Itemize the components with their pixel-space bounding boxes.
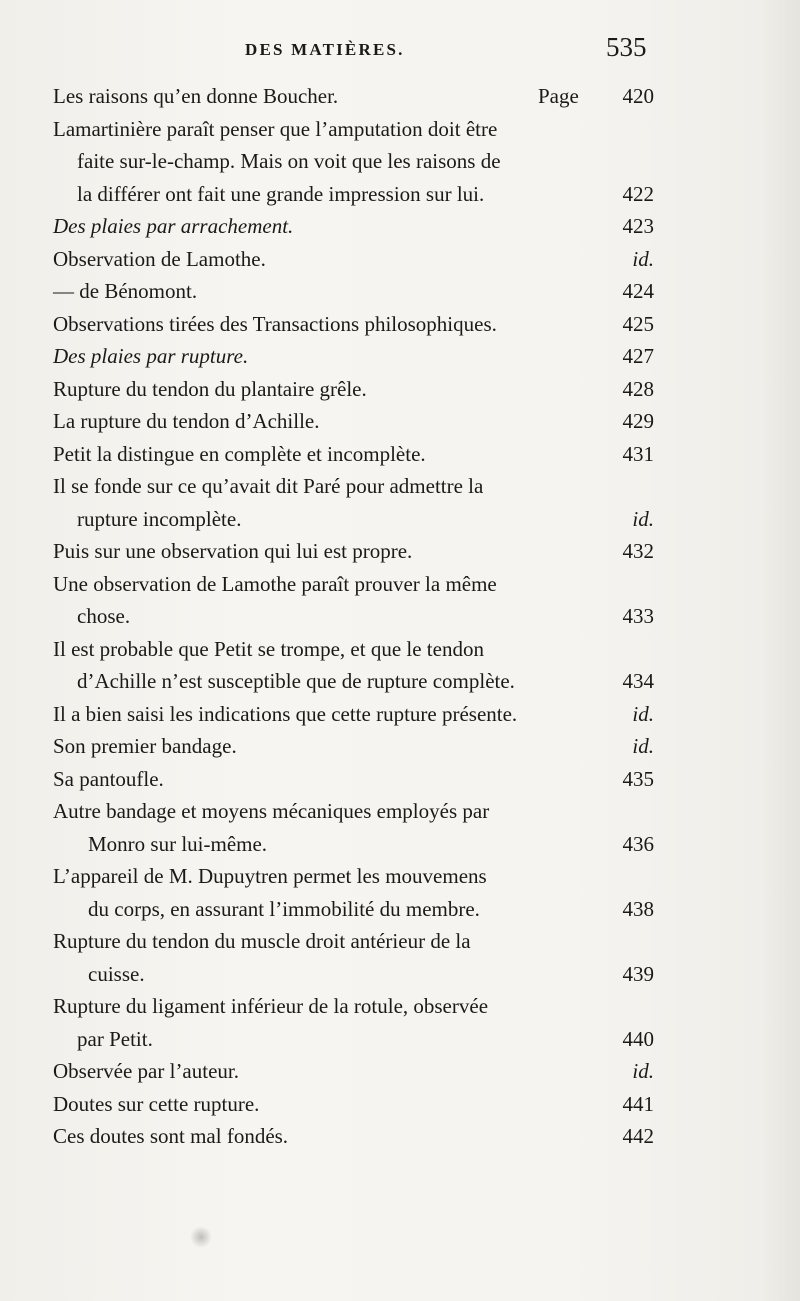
index-entry — [0, 763, 800, 796]
entry-text: Ces doutes sont mal fondés. — [53, 1124, 289, 1148]
entry-text: du corps, en assurant l’immobilité du membre. — [88, 896, 480, 921]
entry-text: Autre bandage et moyens mécaniques employés par — [53, 799, 490, 823]
entry-line — [0, 113, 800, 146]
entry-text: Rupture du tendon du plantaire grêle. — [53, 376, 367, 401]
entry-text: rupture incomplète. — [77, 506, 242, 531]
page-ref: id. — [632, 506, 654, 531]
page-ref: 439 — [622, 961, 654, 986]
entry-line — [0, 763, 800, 796]
entry-text: Monro sur lui-même. — [88, 831, 268, 856]
index-entry — [0, 860, 800, 925]
entry-line — [0, 210, 800, 243]
page-ref: 441 — [622, 1091, 654, 1116]
page-ref: 429 — [622, 409, 654, 433]
entry-line — [0, 1023, 800, 1056]
entry-line — [0, 1088, 800, 1121]
entry-text: L’appareil de M. Dupuytren permet les mouvemens — [53, 864, 487, 888]
running-head: DES MATIÈRES. — [245, 40, 405, 59]
index-entry — [0, 308, 800, 341]
page-ref: 423 — [622, 214, 654, 238]
entry-line — [0, 1055, 800, 1088]
entry-line — [0, 665, 800, 698]
entry-line — [0, 340, 800, 373]
entry-line — [0, 990, 800, 1023]
entry-line — [0, 535, 800, 568]
page-label: Page — [538, 84, 579, 108]
page-ref: id. — [632, 734, 654, 758]
entry-line — [0, 600, 800, 633]
page-ref: 435 — [622, 766, 654, 791]
entry-line — [0, 308, 800, 341]
entry-text: Observée par l’auteur. — [53, 1059, 239, 1083]
page-ref: 442 — [622, 1124, 654, 1148]
entry-line — [0, 438, 800, 471]
page-ref: 422 — [622, 181, 654, 206]
index-entry — [0, 113, 800, 211]
entry-line — [0, 698, 800, 731]
entry-text: Lamartinière paraît penser que l’amputation doit être — [53, 116, 498, 141]
entry-text: Les raisons qu’en donne Boucher. — [53, 84, 339, 108]
index-entry — [0, 633, 800, 698]
entry-line — [0, 243, 800, 276]
entry-line — [0, 145, 800, 178]
entry-line — [0, 795, 800, 828]
entry-text: cuisse. — [88, 961, 145, 986]
index-entry — [0, 795, 800, 860]
entry-text: La rupture du tendon d’Achille. — [53, 409, 320, 433]
page-ref: 440 — [622, 1026, 654, 1051]
entry-text: Rupture du ligament inférieur de la rotule, observée — [53, 994, 489, 1018]
entry-text: Doutes sur cette rupture. — [53, 1091, 260, 1116]
page-ref: 425 — [622, 311, 654, 336]
entry-text: Son premier bandage. — [53, 734, 237, 758]
ink-smudge — [190, 1226, 212, 1248]
entry-text: par Petit. — [77, 1026, 153, 1051]
entry-text: Petit la distingue en complète et incomplète. — [53, 441, 426, 466]
entry-text: chose. — [77, 604, 131, 628]
entry-text: Observations tirées des Transactions philosophiques. — [53, 311, 497, 336]
index-entry — [0, 730, 800, 763]
entry-line — [0, 405, 800, 438]
entry-line — [0, 860, 800, 893]
entry-line — [0, 275, 800, 308]
page-ref: 432 — [622, 539, 654, 563]
index-entry — [0, 340, 800, 373]
page-ref: 436 — [622, 831, 654, 856]
index-entry — [0, 698, 800, 731]
index-entry — [0, 373, 800, 406]
entry-line — [0, 80, 800, 113]
index-entry — [0, 925, 800, 990]
page-number: 535 — [606, 32, 647, 62]
page-header — [0, 32, 800, 70]
entry-line — [0, 1120, 800, 1153]
entry-line — [0, 373, 800, 406]
index-entry — [0, 80, 800, 113]
entry-text: Des plaies par arrachement. — [53, 214, 294, 238]
entry-line — [0, 568, 800, 601]
index-entry — [0, 470, 800, 535]
entry-line — [0, 633, 800, 666]
entry-line — [0, 470, 800, 503]
index-entry — [0, 210, 800, 243]
index-entry — [0, 1088, 800, 1121]
index-entry — [0, 405, 800, 438]
page-ref: 424 — [622, 279, 654, 303]
entry-text: Des plaies par rupture. — [53, 344, 249, 368]
entry-line — [0, 893, 800, 926]
index-entry — [0, 535, 800, 568]
page-ref: 428 — [622, 376, 654, 401]
index-entry — [0, 990, 800, 1055]
entry-text: Rupture du tendon du muscle droit antérieur de la — [53, 929, 471, 953]
page-ref: id. — [632, 246, 654, 271]
entry-text: Une observation de Lamothe paraît prouver la même — [53, 571, 497, 596]
page-ref: 438 — [622, 896, 654, 921]
index-entry — [0, 275, 800, 308]
entry-line — [0, 958, 800, 991]
index-entries — [0, 80, 800, 1153]
page-ref: id. — [632, 1059, 654, 1083]
index-entry — [0, 243, 800, 276]
page-ref: id. — [632, 701, 654, 726]
entry-line — [0, 828, 800, 861]
entry-text: Sa pantoufle. — [53, 766, 164, 791]
entry-text: faite sur-le-champ. Mais on voit que les raisons de — [77, 149, 501, 173]
entry-text: la différer ont fait une grande impression sur lui. — [77, 181, 485, 206]
index-entry — [0, 1120, 800, 1153]
page-ref: 420 — [622, 84, 654, 108]
index-entry — [0, 1055, 800, 1088]
entry-line — [0, 178, 800, 211]
entry-text: d’Achille n’est susceptible que de rupture complète. — [77, 669, 515, 693]
entry-text: — de Bénomont. — [53, 279, 198, 303]
entry-text: Puis sur une observation qui lui est propre. — [53, 539, 413, 563]
entry-text: Il a bien saisi les indications que cette rupture présente. — [53, 701, 518, 726]
index-entry — [0, 568, 800, 633]
page-ref: 433 — [622, 604, 654, 628]
page-ref: 434 — [622, 669, 654, 693]
index-entry — [0, 438, 800, 471]
entry-text: Observation de Lamothe. — [53, 246, 266, 271]
entry-text: Il se fonde sur ce qu’avait dit Paré pour admettre la — [53, 474, 484, 498]
entry-line — [0, 925, 800, 958]
page-ref: 427 — [622, 344, 654, 368]
entry-line — [0, 503, 800, 536]
page-ref: 431 — [622, 441, 654, 466]
entry-text: Il est probable que Petit se trompe, et que le tendon — [53, 636, 484, 661]
entry-line — [0, 730, 800, 763]
